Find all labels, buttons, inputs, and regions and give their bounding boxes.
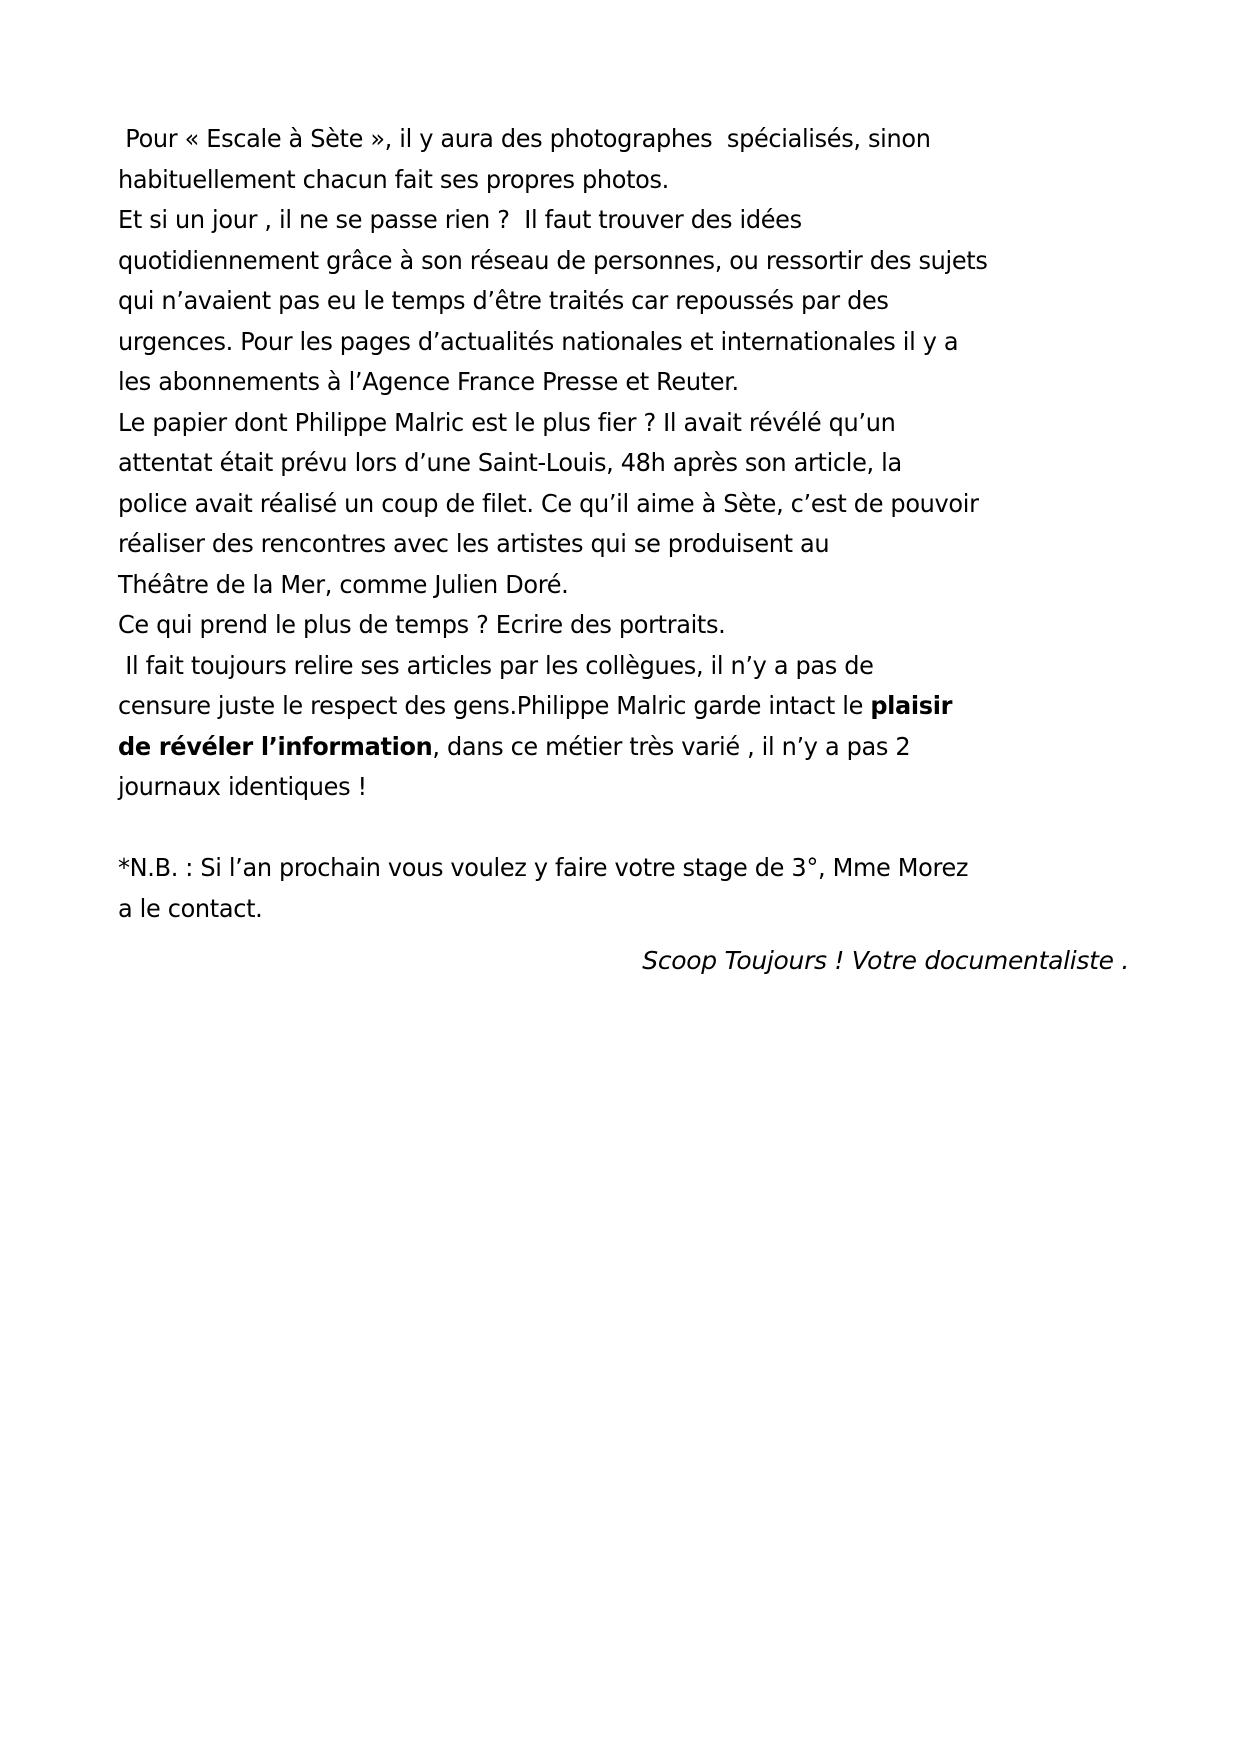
paragraph-photographers (118, 119, 1128, 200)
text-emphasis: de révéler l’information (118, 731, 433, 761)
text-line (118, 727, 1088, 768)
text-emphasis: plaisir (870, 691, 953, 720)
text-line: Il fait toujours relire ses articles par les collègues, il n’y a pas de (118, 650, 874, 680)
text-line (118, 686, 1088, 727)
text-line: police avait réalisé un coup de filet. Ce qu’il aime à Sète, c’est de pouvoir (118, 488, 979, 518)
text-line: Et si un jour , il ne se passe rien ? Il faut trouver des idées (118, 205, 802, 234)
note-block (118, 848, 1128, 929)
text-line: Le papier dont Philippe Malric est le plus fier ? Il avait révélé qu’un (118, 407, 896, 437)
text-line: Pour « Escale à Sète », il y aura des photographes spécialisés, sinon (118, 124, 931, 153)
text-line: Théâtre de la Mer, comme Julien Doré. (118, 569, 569, 599)
text-line: habituellement chacun fait ses propres photos. (118, 164, 669, 194)
paragraph-ideas (118, 200, 1128, 403)
text-normal: , dans ce métier très varié , il n’y a pas 2 (432, 731, 911, 761)
paragraph-proudest-article (118, 403, 1128, 606)
text-line: quotidiennement grâce à son réseau de personnes, ou ressortir des sujets (118, 245, 988, 275)
text-line: urgences. Pour les pages d’actualités nationales et internationales il y a (118, 326, 959, 356)
paragraph-proofreading (118, 646, 1128, 808)
signature: Scoop Toujours ! Votre documentaliste . (642, 946, 1129, 975)
text-line: journaux identiques ! (118, 772, 367, 801)
paragraph-portraits (118, 605, 1128, 646)
text-line: Ce qui prend le plus de temps ? Ecrire des portraits. (118, 610, 726, 639)
text-line: attentat était prévu lors d’une Saint-Louis, 48h après son article, la (118, 448, 902, 477)
text-line: *N.B. : Si l’an prochain vous voulez y faire votre stage de 3°, Mme Morez (118, 853, 969, 882)
paragraph-spacer (118, 808, 1128, 849)
text-normal: censure juste le respect des gens.Philippe Malric garde intact le (118, 691, 871, 720)
text-line: les abonnements à l’Agence France Presse et Reuter. (118, 367, 739, 396)
text-line: a le contact. (118, 893, 263, 923)
text-line: réaliser des rencontres avec les artistes qui se produisent au (118, 529, 830, 558)
article-body (118, 119, 1128, 929)
text-line: qui n’avaient pas eu le temps d’être traités car repoussés par des (118, 286, 889, 315)
